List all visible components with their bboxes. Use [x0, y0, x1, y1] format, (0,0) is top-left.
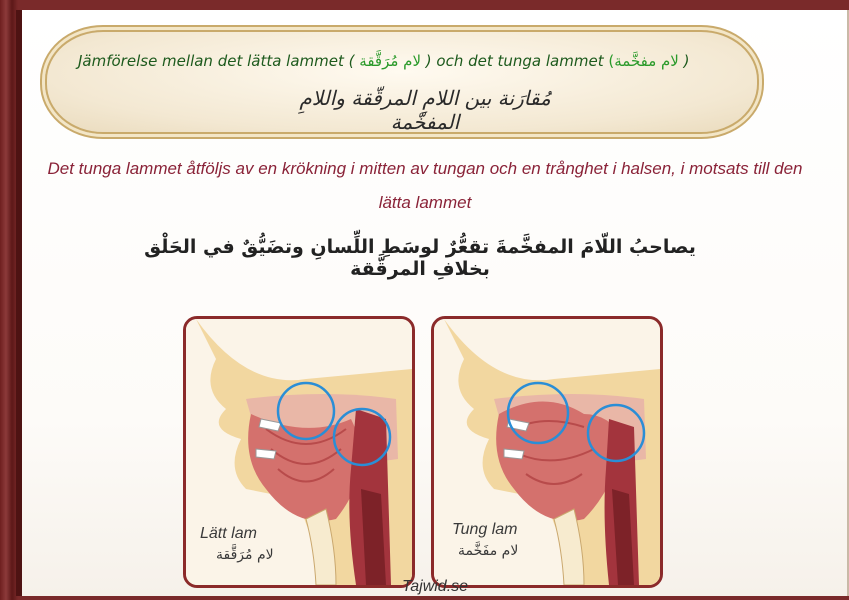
- panel-label-arabic-light: لام مُرَقَّقة: [216, 547, 274, 563]
- title-arabic-light: لام مُرَقَّقة: [359, 52, 422, 70]
- title-prefix: Jämförelse mellan det lätta lammet (: [78, 52, 355, 70]
- title-calligraphy: مُقارَنة بين اللامِ المرقّقة واللامِ المفخّمة: [299, 86, 551, 134]
- title-suffix: ): [683, 52, 690, 70]
- page-title: [78, 52, 708, 74]
- panel-label-heavy: Tung lam: [452, 521, 518, 538]
- title-middle: ) och det tunga lammet: [425, 52, 604, 70]
- site-watermark[interactable]: Tajwid.se: [401, 578, 469, 595]
- panel-label-arabic-heavy: لام مفَخَّمة: [458, 543, 519, 559]
- title-arabic-heavy: (لام مفخَّمة: [608, 52, 679, 70]
- panel-label-light: Lätt lam: [200, 525, 257, 542]
- panel-light-lam: [183, 316, 415, 588]
- panel-heavy-lam: [431, 316, 663, 588]
- description-swedish: Det tunga lammet åtföljs av en krökning i mitten av tungan och en trånghet i halsen, i motsats till den lätta lammet: [47, 159, 803, 212]
- description-arabic: يصاحبُ اللّامَ المفخَّمةَ تقعُّرٌ لوسَطِ اللِّسانِ وتضَيُّقٌ في الحَلْق بخلافِ المرقَّقة: [144, 236, 696, 280]
- mouth-diagram-light: [186, 319, 412, 585]
